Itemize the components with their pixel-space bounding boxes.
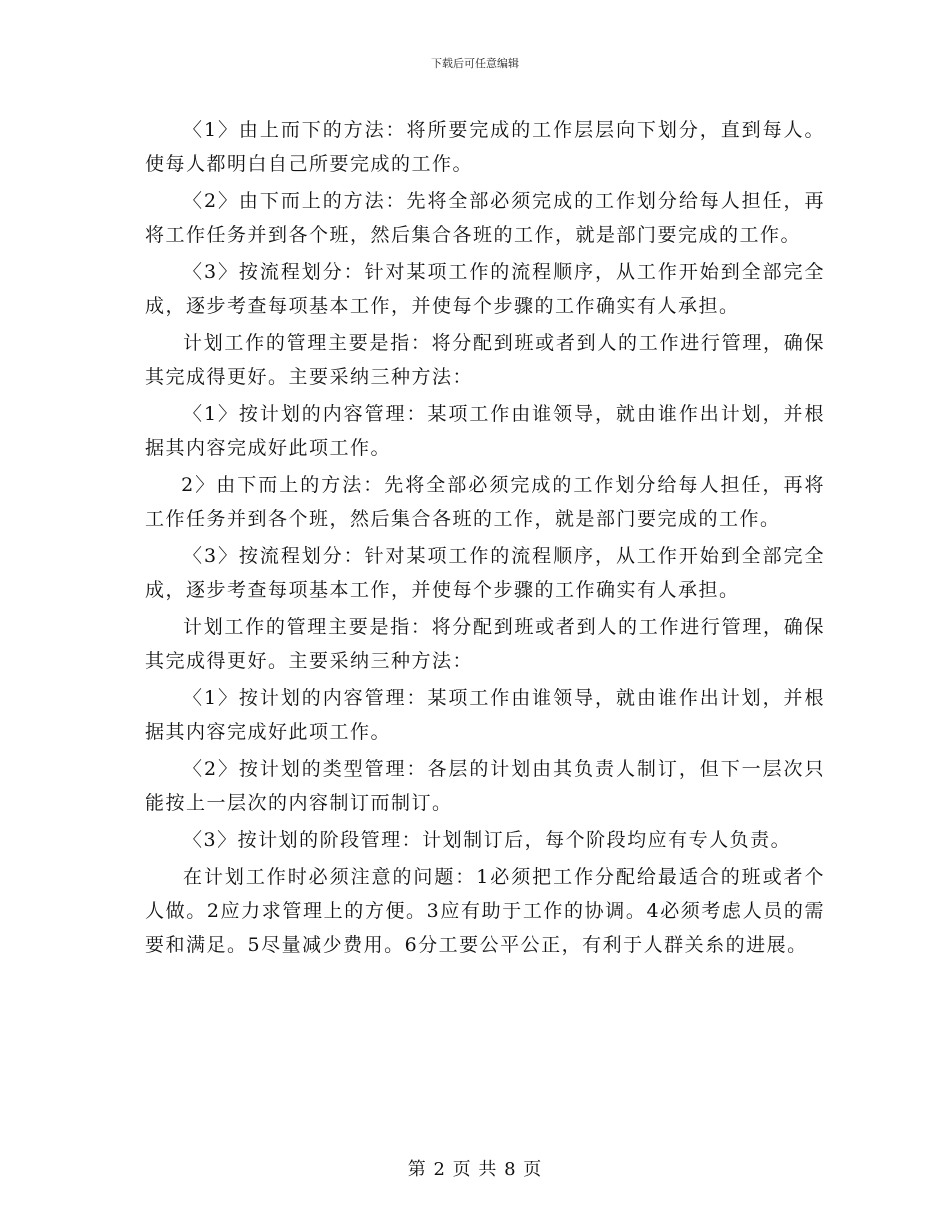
paragraph: 在计划工作时必须注意的问题：1必须把工作分配给最适合的班或者个人做。2应力求管理上的方便。3应有助于工作的协调。4必须考虑人员的需要和满足。5尽量减少费用。6分工要公平公正，有利于人群关糸的进展。 — [145, 866, 825, 956]
paragraph: 计划工作的管理主要是指：将分配到班或者到人的工作进行管理，确保其完成得更好。主要采纳三种方法： — [145, 332, 825, 388]
paragraph: 〈3〉按流程划分：针对某项工作的流程顺序，从工作开始到全部完全成，逐步考查每项基本工作，并使每个步骤的工作确实有人承担。 — [145, 261, 825, 317]
paragraph: 〈1〉按计划的内容管理：某项工作由谁领导，就由谁作出计划，并根据其内容完成好此项工作。 — [145, 403, 825, 459]
document-body — [145, 113, 825, 965]
paragraph: 〈3〉按流程划分：针对某项工作的流程顺序，从工作开始到全部完全成，逐步考查每项基本工作，并使每个步骤的工作确实有人承担。 — [145, 545, 825, 601]
paragraph: 〈2〉由下而上的方法：先将全部必须完成的工作划分给每人担任，再将工作任务并到各个班，然后集合各班的工作，就是部门要完成的工作。 — [145, 190, 825, 246]
paragraph: 〈3〉按计划的阶段管理：计划制订后，每个阶段均应有专人负责。 — [183, 829, 792, 851]
paragraph: 2〉由下而上的方法：先将全部必须完成的工作划分给每人担任，再将工作任务并到各个班，然后集合各班的工作，就是部门要完成的工作。 — [145, 474, 825, 530]
page-header: 下载后可任意编辑 — [431, 57, 519, 70]
paragraph: 〈1〉按计划的内容管理：某项工作由谁领导，就由谁作出计划，并根据其内容完成好此项工作。 — [145, 687, 825, 743]
paragraph: 计划工作的管理主要是指：将分配到班或者到人的工作进行管理，确保其完成得更好。主要采纳三种方法： — [145, 616, 825, 672]
paragraph: 〈2〉按计划的类型管理：各层的计划由其负责人制订，但下一层次只能按上一层次的内容制订而制订。 — [145, 758, 825, 814]
page-number-footer: 第 2 页 共 8 页 — [407, 1159, 543, 1180]
paragraph: 〈1〉由上而下的方法：将所要完成的工作层层向下划分，直到每人。使每人都明白自己所要完成的工作。 — [145, 119, 825, 175]
